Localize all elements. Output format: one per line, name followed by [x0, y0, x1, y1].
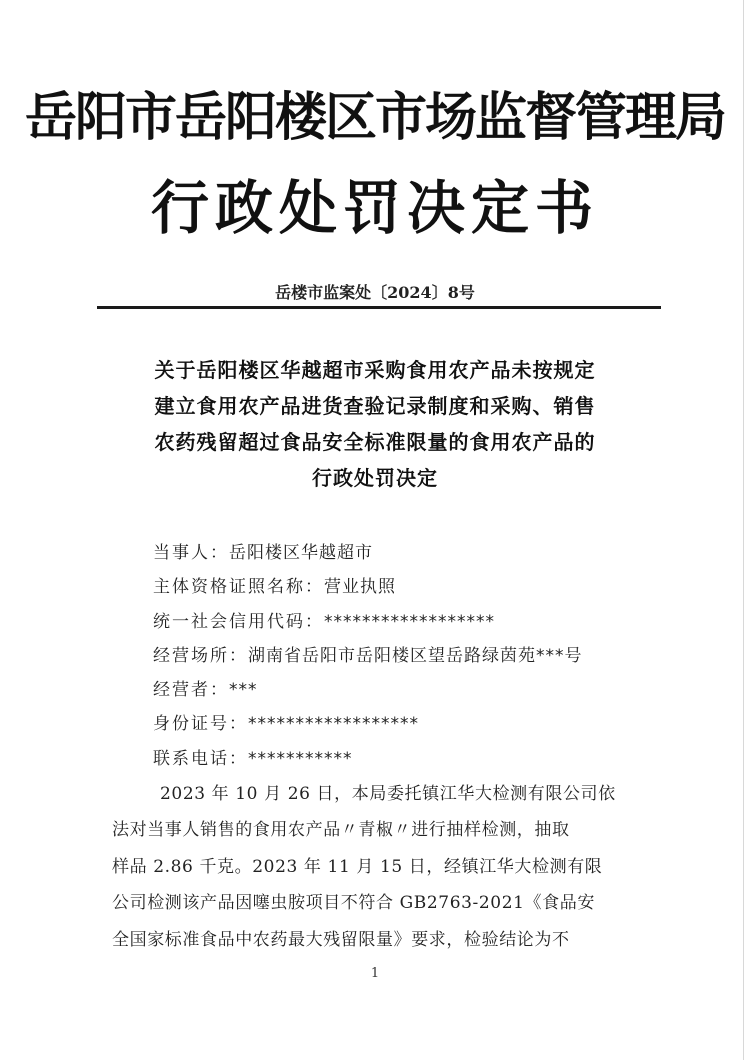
decision-subject: [95, 352, 655, 496]
body-line: 公司检测该产品因噻虫胺项目不符合 GB2763-2021《食品安: [112, 893, 595, 914]
body-line: 2023 年 10 月 26 日，本局委托镇江华大检测有限公司依: [160, 784, 616, 804]
address-label: 经营场所：: [153, 645, 248, 666]
id-number-label: 身份证号：: [153, 714, 248, 735]
party-name-label: 当事人：: [153, 543, 229, 563]
phone-label: 联系电话：: [153, 748, 248, 769]
body-line: 法对当事人销售的食用农产品〃青椒〃进行抽样检测，抽取: [112, 820, 570, 841]
body-line: 全国家标准食品中农药最大残留限量》要求，检验结论为不: [112, 929, 570, 950]
header-divider: [97, 306, 661, 309]
credit-code-label: 统一社会信用代码：: [153, 611, 324, 632]
page-number: 1: [370, 966, 380, 981]
document-number: 岳楼市监案处〔2024〕8号: [275, 283, 475, 302]
id-number-row: [153, 707, 673, 741]
license-value: 营业执照: [324, 577, 396, 598]
party-name-row: [153, 536, 673, 570]
credit-code-value: ******************: [324, 611, 495, 632]
phone-row: [153, 742, 673, 776]
operator-label: 经营者：: [153, 680, 229, 701]
subject-line: 关于岳阳楼区华越超市采购食用农产品未按规定: [154, 358, 596, 382]
license-label: 主体资格证照名称：: [153, 577, 324, 598]
organization-name: 岳阳市岳阳楼区市场监督管理局: [24, 88, 725, 148]
phone-value: ***********: [248, 748, 353, 769]
body-line: 样品 2.86 千克。2023 年 11 月 15 日，经镇江华大检测有限: [112, 856, 603, 877]
id-number-value: ******************: [248, 714, 419, 735]
document-title: 行政处罚决定书: [150, 174, 599, 242]
subject-line: 建立食用农产品进货查验记录制度和采购、销售: [154, 394, 596, 418]
party-name-value: 岳阳楼区华越超市: [229, 543, 373, 563]
operator-value: ***: [229, 680, 258, 701]
address-row: [153, 639, 673, 673]
subject-line: 行政处罚决定: [312, 466, 438, 490]
decision-body: [112, 776, 637, 958]
operator-row: [153, 673, 673, 707]
address-value: 湖南省岳阳市岳阳楼区望岳路绿茵苑***号: [248, 645, 583, 666]
license-row: [153, 570, 673, 604]
party-info: [153, 536, 673, 776]
subject-line: 农药残留超过食品安全标准限量的食用农产品的: [154, 430, 596, 454]
scan-edge-line: [743, 0, 744, 1060]
credit-code-row: [153, 605, 673, 639]
